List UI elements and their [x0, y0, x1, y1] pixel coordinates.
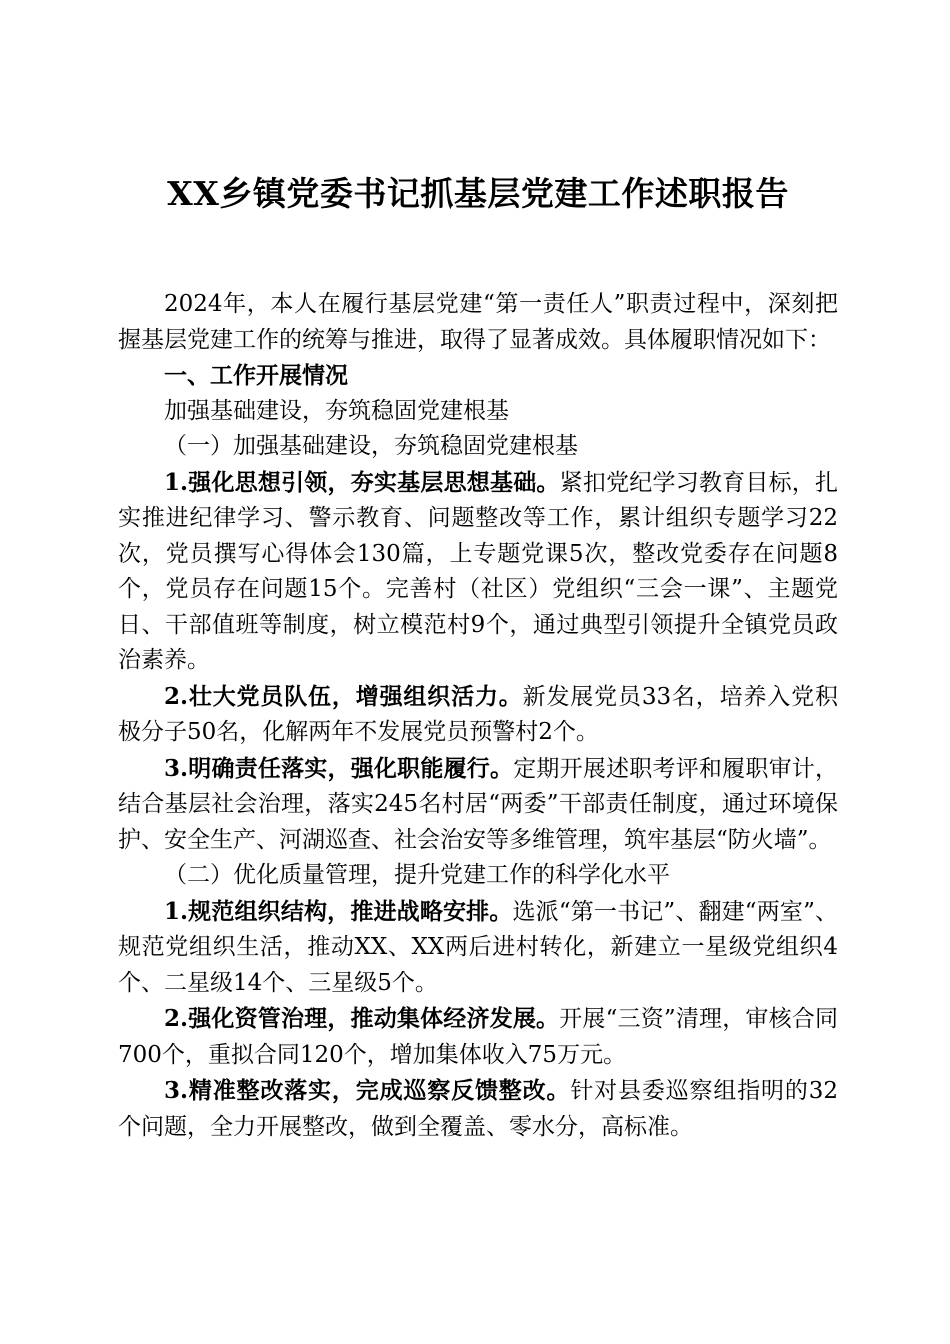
intro-paragraph: 2024年，本人在履行基层党建“第一责任人”职责过程中，深刻把握基层党建工作的统筹与推进，取得了显著成效。具体履职情况如下：: [118, 291, 838, 353]
item-body: 开展“三资”清理，审核合同700个，重拟合同120个，增加集体收入75万元。: [118, 1006, 838, 1068]
item-body: 紧扣党纪学习教育目标，扎实推进纪律学习、警示教育、问题整改等工作，累计组织专题学习22次，党员撰写心得体会130篇，上专题党课5次，整改党委存在问题8个，党员存在问题15个。完善村（社区）党组织“三会一课”、主题党日、干部值班等制度，树立模范村9个，通过典型引领提升全镇党员政治素养。: [118, 469, 839, 673]
section-item: [118, 1001, 838, 1073]
item-lead: 2.壮大党员队伍，增强组织活力。: [164, 682, 523, 710]
section-heading: （二）优化质量管理，提升党建工作的科学化水平: [164, 862, 670, 888]
section-item: [118, 679, 838, 751]
item-body: 选派“第一书记”、翻建“两室”、规范党组织生活，推动XX、XX两后进村转化，新建立一星级党组织4个、二星级14个、三星级5个。: [118, 898, 838, 996]
item-body: 新发展党员33名，培养入党积极分子50名，化解两年不发展党员预警村2个。: [118, 683, 838, 745]
document-page: [118, 170, 838, 1145]
item-body: 定期开展述职考评和履职审计，结合基层社会治理，落实245名村居“两委”干部责任制度，通过环境保护、安全生产、河湖巡查、社会治安等多维管理，筑牢基层“防火墙”。: [118, 755, 838, 853]
item-lead: 1.强化思想引领，夯实基层思想基础。: [164, 468, 560, 496]
section-item: [118, 894, 838, 1002]
section-item: [118, 465, 838, 679]
item-lead: 3.精准整改落实，完成巡察反馈整改。: [164, 1077, 571, 1104]
part-one-heading: 一、工作开展情况: [164, 362, 348, 389]
document-title: XX乡镇党委书记抓基层党建工作述职报告: [167, 174, 789, 213]
item-lead: 3.明确责任落实，强化职能履行。: [164, 754, 514, 782]
item-lead: 1.规范组织结构，推进战略安排。: [164, 897, 513, 925]
section-item: [118, 751, 838, 859]
part-one-subtitle: 加强基础建设，夯筑稳固党建根基: [164, 397, 509, 424]
item-lead: 2.强化资管治理，推动集体经济发展。: [164, 1005, 560, 1032]
section-heading: （一）加强基础建设，夯筑稳固党建根基: [164, 433, 578, 459]
item-body: 针对县委巡察组指明的32个问题，全力开展整改，做到全覆盖、零水分，高标准。: [118, 1078, 838, 1140]
section-item: [118, 1073, 838, 1145]
